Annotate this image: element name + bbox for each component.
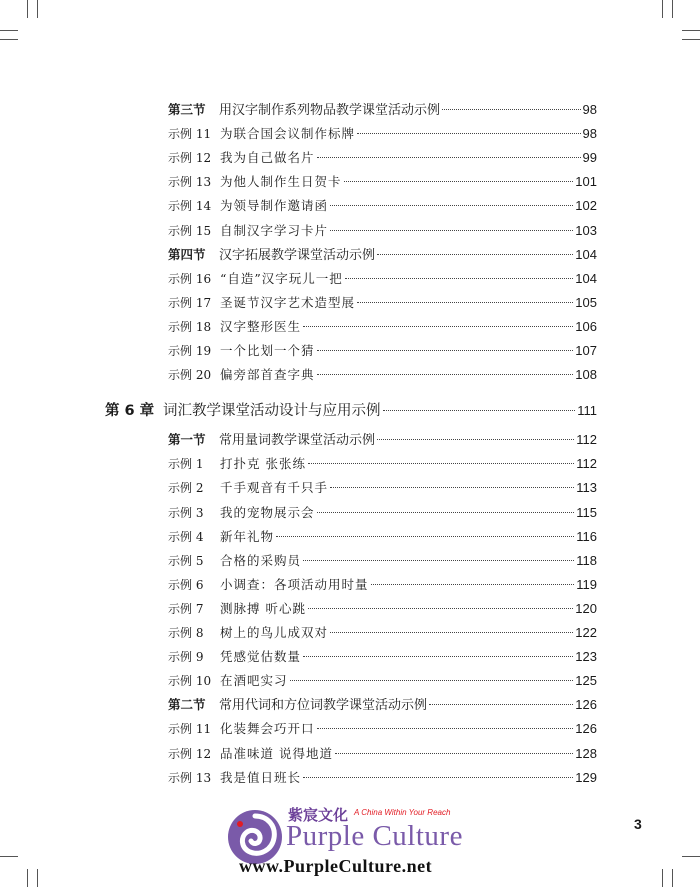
toc-entry-title: 常用量词教学课堂活动示例 bbox=[219, 433, 376, 449]
toc-entry-page-number: 115 bbox=[576, 504, 597, 520]
toc-section-entry[interactable] bbox=[168, 694, 597, 716]
toc-entry-page-number: 129 bbox=[575, 769, 597, 785]
toc-example-entry[interactable] bbox=[168, 220, 597, 242]
toc-example-entry[interactable] bbox=[168, 767, 597, 789]
toc-entry-page-number: 104 bbox=[575, 246, 597, 262]
toc-example-entry[interactable] bbox=[168, 477, 597, 499]
toc-entry-page-number: 118 bbox=[576, 552, 597, 568]
dot-leader bbox=[383, 409, 576, 411]
toc-example-entry[interactable] bbox=[168, 670, 597, 692]
toc-entry-title: 测脉搏 听心跳 bbox=[220, 600, 306, 616]
toc-entry-page-number: 125 bbox=[575, 673, 597, 689]
dot-leader bbox=[330, 631, 573, 633]
toc-example-entry[interactable] bbox=[168, 550, 597, 572]
toc-entry-title: 常用代词和方位词教学课堂活动示例 bbox=[219, 698, 428, 714]
toc-entry-label: 示例 6 bbox=[168, 577, 204, 592]
toc-entry-page-number: 105 bbox=[575, 294, 597, 310]
toc-entry-title: 词汇教学课堂活动设计与应用示例 bbox=[163, 403, 381, 420]
dot-leader bbox=[345, 277, 574, 279]
toc-chapter-entry[interactable] bbox=[105, 400, 597, 422]
toc-entry-label: 示例 16 bbox=[168, 271, 212, 286]
toc-entry-title: 偏旁部首查字典 bbox=[220, 367, 315, 383]
toc-entry-page-number: 126 bbox=[575, 697, 597, 713]
toc-entry-label: 示例 5 bbox=[168, 553, 204, 568]
dot-leader bbox=[344, 180, 574, 182]
dot-leader bbox=[357, 301, 573, 303]
toc-entry-page-number: 120 bbox=[575, 600, 597, 616]
toc-entry-title: 在酒吧实习 bbox=[220, 673, 288, 689]
dot-leader bbox=[317, 349, 574, 351]
dot-leader bbox=[303, 776, 573, 778]
toc-section-entry[interactable] bbox=[168, 244, 597, 266]
logo-tagline: A China Within Your Reach bbox=[354, 808, 451, 817]
dot-leader bbox=[317, 511, 575, 513]
toc-entry-label: 示例 9 bbox=[168, 650, 204, 665]
toc-entry-title: 汉字整形医生 bbox=[220, 318, 302, 334]
dot-leader bbox=[371, 583, 575, 585]
toc-entry-label: 示例 15 bbox=[168, 223, 212, 238]
toc-entry-label: 示例 11 bbox=[168, 127, 212, 142]
toc-entry-label: 示例 14 bbox=[168, 199, 212, 214]
toc-entry-label: 示例 1 bbox=[168, 457, 204, 472]
logo-brand-name: Purple Culture bbox=[286, 820, 463, 852]
toc-entry-title: 一个比划一个猜 bbox=[220, 343, 315, 358]
toc-entry-page-number: 98 bbox=[582, 126, 597, 142]
toc-entry-label: 示例 2 bbox=[168, 481, 204, 496]
toc-entry-page-number: 112 bbox=[576, 456, 597, 472]
toc-entry-page-number: 108 bbox=[575, 367, 597, 383]
dot-leader bbox=[303, 655, 573, 657]
dot-leader bbox=[303, 325, 573, 327]
toc-entry-title: 化装舞会巧开口 bbox=[220, 721, 315, 737]
dot-leader bbox=[317, 156, 581, 158]
toc-entry-label: 示例 20 bbox=[168, 368, 212, 383]
toc-example-entry[interactable] bbox=[168, 622, 597, 644]
toc-example-entry[interactable] bbox=[168, 268, 597, 290]
toc-section-entry[interactable] bbox=[168, 429, 597, 451]
toc-entry-page-number: 106 bbox=[575, 318, 597, 334]
toc-entry-label: 第一节 bbox=[168, 432, 206, 448]
toc-entry-title: 为领导制作邀请函 bbox=[220, 198, 329, 214]
toc-entry-title: 自制汉字学习卡片 bbox=[220, 222, 329, 238]
toc-entry-label: 示例 4 bbox=[168, 529, 204, 544]
dot-leader bbox=[276, 535, 574, 537]
toc-entry-label: 第二节 bbox=[168, 697, 206, 713]
toc-entry-title: 我为自己做名片 bbox=[220, 150, 315, 166]
dot-leader bbox=[330, 229, 573, 231]
dot-leader bbox=[429, 703, 573, 705]
toc-entry-title: 千手观音有千只手 bbox=[220, 480, 329, 496]
toc-entry-title: 合格的采购员 bbox=[220, 552, 302, 568]
toc-entry-page-number: 104 bbox=[575, 270, 597, 286]
toc-example-entry[interactable] bbox=[168, 364, 597, 386]
toc-example-entry[interactable] bbox=[168, 171, 597, 193]
toc-entry-page-number: 98 bbox=[582, 102, 597, 117]
toc-entry-title: 树上的鸟儿成双对 bbox=[220, 625, 329, 640]
dot-leader bbox=[442, 108, 581, 110]
toc-entry-title: 凭感觉估数量 bbox=[220, 649, 302, 665]
toc-entry-page-number: 112 bbox=[576, 432, 597, 448]
toc-entry-label: 示例 12 bbox=[168, 151, 212, 166]
dot-leader bbox=[330, 204, 573, 206]
toc-example-entry[interactable] bbox=[168, 316, 597, 338]
toc-example-entry[interactable] bbox=[168, 526, 597, 548]
toc-entry-title: 用汉字制作系列物品教学课堂活动示例 bbox=[219, 103, 441, 118]
toc-entry-title: 为联合国会议制作标牌 bbox=[220, 126, 356, 142]
toc-entry-label: 示例 7 bbox=[168, 601, 204, 616]
toc-entry-label: 示例 8 bbox=[168, 626, 204, 640]
toc-entry-label: 第 6 章 bbox=[105, 403, 155, 420]
toc-entry-page-number: 103 bbox=[575, 222, 597, 238]
page-number: 3 bbox=[634, 816, 642, 832]
toc-entry-label: 第三节 bbox=[168, 102, 206, 117]
toc-section-entry[interactable] bbox=[168, 99, 597, 121]
toc-entry-title: 品准味道 说得地道 bbox=[220, 745, 333, 761]
toc-example-entry[interactable] bbox=[168, 123, 597, 145]
dot-leader bbox=[335, 752, 573, 754]
toc-entry-label: 示例 17 bbox=[168, 295, 212, 310]
dot-leader bbox=[377, 438, 574, 440]
toc-example-entry[interactable] bbox=[168, 195, 597, 217]
toc-entry-page-number: 122 bbox=[575, 625, 597, 640]
dot-leader bbox=[377, 253, 573, 255]
toc-example-entry[interactable] bbox=[168, 453, 597, 475]
toc-entry-label: 第四节 bbox=[168, 246, 206, 262]
dot-leader bbox=[317, 373, 574, 375]
toc-entry-page-number: 126 bbox=[575, 721, 597, 737]
toc-entry-label: 示例 13 bbox=[168, 770, 212, 785]
toc-entry-title: 我的宠物展示会 bbox=[220, 504, 315, 520]
dot-leader bbox=[317, 727, 574, 729]
toc-entry-label: 示例 19 bbox=[168, 344, 212, 358]
toc-example-entry[interactable] bbox=[168, 340, 597, 362]
toc-entry-page-number: 119 bbox=[576, 576, 597, 592]
toc-entry-title: “自造”汉字玩儿一把 bbox=[220, 270, 343, 286]
toc-entry-title: 汉字拓展教学课堂活动示例 bbox=[219, 247, 376, 263]
toc-entry-title: 我是值日班长 bbox=[220, 769, 302, 785]
logo-chinese-name: 紫宸文化 bbox=[288, 806, 349, 824]
toc-entry-page-number: 111 bbox=[577, 403, 597, 419]
toc-entry-title: 圣诞节汉字艺术造型展 bbox=[220, 294, 356, 310]
toc-entry-title: 小调查：各项活动用时量 bbox=[220, 576, 369, 592]
toc-entry-page-number: 113 bbox=[576, 480, 597, 496]
toc-example-entry[interactable] bbox=[168, 292, 597, 314]
toc-example-entry[interactable] bbox=[168, 147, 597, 169]
toc-entry-title: 打扑克 张张练 bbox=[220, 456, 306, 472]
toc-entry-page-number: 99 bbox=[582, 150, 597, 166]
toc-example-entry[interactable] bbox=[168, 598, 597, 620]
toc-example-entry[interactable] bbox=[168, 502, 597, 524]
toc-entry-label: 示例 3 bbox=[168, 505, 204, 520]
toc-entry-page-number: 102 bbox=[575, 198, 597, 214]
toc-entry-page-number: 107 bbox=[575, 343, 597, 358]
toc-example-entry[interactable] bbox=[168, 743, 597, 765]
dot-leader bbox=[308, 462, 574, 464]
toc-entry-page-number: 128 bbox=[575, 745, 597, 761]
dot-leader bbox=[290, 679, 574, 681]
footer-logo bbox=[224, 800, 524, 887]
toc-example-entry[interactable] bbox=[168, 574, 597, 596]
toc-entry-label: 示例 13 bbox=[168, 175, 212, 190]
dot-leader bbox=[357, 132, 581, 134]
toc-entry-page-number: 101 bbox=[575, 174, 597, 190]
logo-website-url[interactable]: www.PurpleCulture.net bbox=[239, 856, 433, 876]
dot-leader bbox=[303, 559, 574, 561]
toc-entry-page-number: 123 bbox=[575, 649, 597, 665]
dot-leader bbox=[308, 607, 573, 609]
toc-example-entry[interactable] bbox=[168, 646, 597, 668]
toc-entry-title: 新年礼物 bbox=[220, 528, 275, 544]
toc-example-entry[interactable] bbox=[168, 718, 597, 740]
toc-entry-page-number: 116 bbox=[576, 528, 597, 544]
toc-entry-label: 示例 18 bbox=[168, 319, 212, 334]
toc-entry-title: 为他人制作生日贺卡 bbox=[220, 174, 342, 190]
toc-entry-label: 示例 12 bbox=[168, 746, 212, 761]
toc-entry-label: 示例 10 bbox=[168, 674, 212, 689]
dot-leader bbox=[330, 486, 574, 488]
toc-entry-label: 示例 11 bbox=[168, 722, 212, 737]
